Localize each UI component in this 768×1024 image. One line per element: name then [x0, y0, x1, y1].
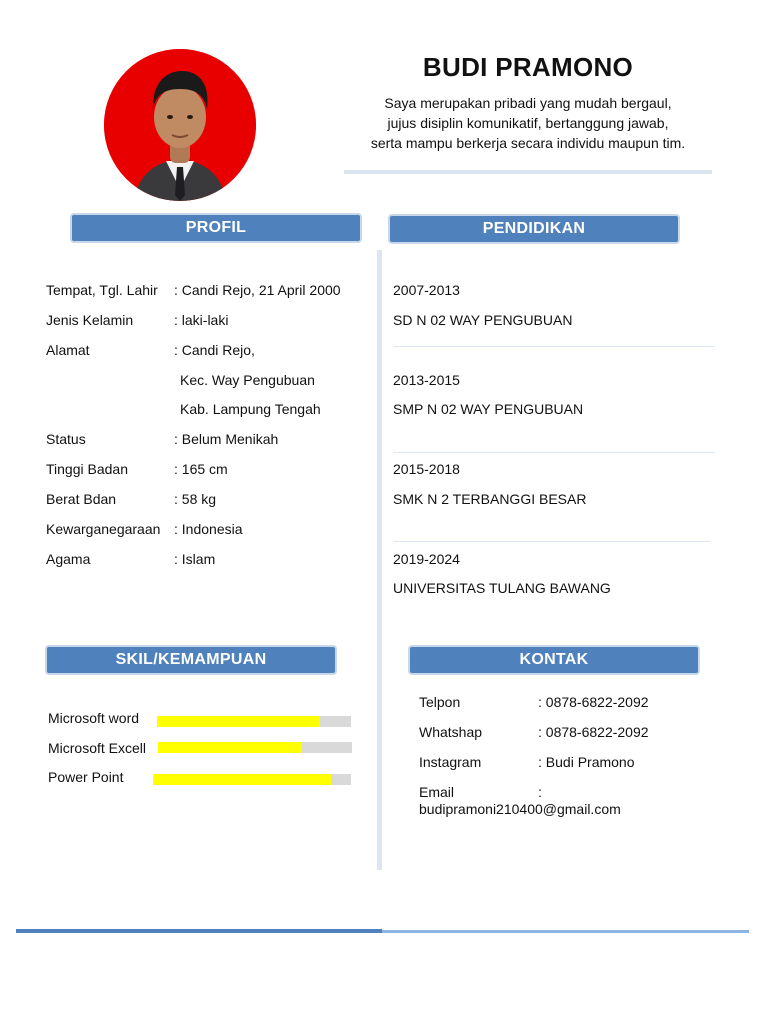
- summary-line: serta mampu berkerja secara individu maupun tim.: [370, 135, 686, 151]
- person-avatar-icon: [104, 49, 256, 201]
- header-divider: [344, 170, 712, 174]
- profil-label: Kewarganegaraan: [46, 521, 161, 537]
- summary-line: Saya merupakan pribadi yang mudah bergaul,: [384, 95, 672, 111]
- contact-label: Instagram: [419, 754, 482, 770]
- profil-value: : Indonesia: [174, 521, 243, 537]
- profil-value: : 165 cm: [174, 461, 228, 477]
- edu-years: 2007-2013: [393, 282, 460, 298]
- profil-value: : Candi Rejo, 21 April 2000: [174, 282, 341, 298]
- candidate-name: BUDI PRAMONO: [422, 52, 634, 82]
- profil-label: Jenis Kelamin: [46, 312, 134, 328]
- contact-value: : 0878-6822-2092: [538, 694, 649, 710]
- edu-school: SMK N 2 TERBANGGI BESAR: [393, 491, 587, 507]
- profil-value: Kab. Lampung Tengah: [180, 401, 321, 417]
- section-header-kontak: KONTAK: [408, 645, 700, 675]
- skill-bar-fill: [158, 742, 302, 753]
- contact-value: : Budi Pramono: [538, 754, 635, 770]
- skill-bar-fill: [157, 716, 320, 727]
- contact-value: :: [538, 784, 542, 800]
- profil-label: Berat Bdan: [46, 491, 117, 507]
- profil-label: Alamat: [46, 342, 90, 358]
- profil-value: : Candi Rejo,: [174, 342, 255, 358]
- contact-label: Email: [419, 784, 455, 800]
- edu-divider: [393, 452, 715, 453]
- edu-school: SD N 02 WAY PENGUBUAN: [393, 312, 573, 328]
- footer-rule-right: [382, 930, 749, 933]
- profil-value: : Belum Menikah: [174, 431, 279, 447]
- profil-label: Tempat, Tgl. Lahir: [46, 282, 158, 298]
- edu-divider: [393, 346, 715, 347]
- skill-bar-fill: [153, 774, 331, 785]
- contact-label: Telpon: [419, 694, 461, 710]
- contact-value: : 0878-6822-2092: [538, 724, 649, 740]
- section-header-skil: SKIL/KEMAMPUAN: [45, 645, 337, 675]
- skill-bar: [157, 716, 351, 727]
- section-header-pendidikan: PENDIDIKAN: [388, 214, 680, 244]
- profil-value: : laki-laki: [174, 312, 229, 328]
- skill-bar: [153, 774, 351, 785]
- skill-label: Microsoft word: [48, 710, 140, 726]
- summary-text: [344, 93, 712, 153]
- edu-school: UNIVERSITAS TULANG BAWANG: [393, 580, 611, 596]
- summary-line: jujus disiplin komunikatif, bertanggung jawab,: [387, 115, 669, 131]
- edu-divider: [393, 541, 711, 542]
- edu-years: 2013-2015: [393, 372, 460, 388]
- contact-label: Whatshap: [419, 724, 483, 740]
- edu-years: 2015-2018: [393, 461, 460, 477]
- skill-label: Power Point: [48, 769, 124, 785]
- footer-rule-left: [16, 929, 382, 933]
- profile-photo: [104, 49, 256, 201]
- skill-bar: [158, 742, 352, 753]
- edu-years: 2019-2024: [393, 551, 460, 567]
- profil-label: Agama: [46, 551, 91, 567]
- skill-label: Microsoft Excell: [48, 740, 147, 756]
- section-header-profil: PROFIL: [70, 213, 362, 243]
- profil-value: Kec. Way Pengubuan: [180, 372, 315, 388]
- profil-label: Tinggi Badan: [46, 461, 128, 477]
- profil-label: Status: [46, 431, 86, 447]
- profil-value: : 58 kg: [174, 491, 217, 507]
- email-address: budipramoni210400@gmail.com: [419, 801, 621, 817]
- edu-school: SMP N 02 WAY PENGUBUAN: [393, 401, 584, 417]
- profil-value: : Islam: [174, 551, 216, 567]
- column-divider: [377, 250, 382, 870]
